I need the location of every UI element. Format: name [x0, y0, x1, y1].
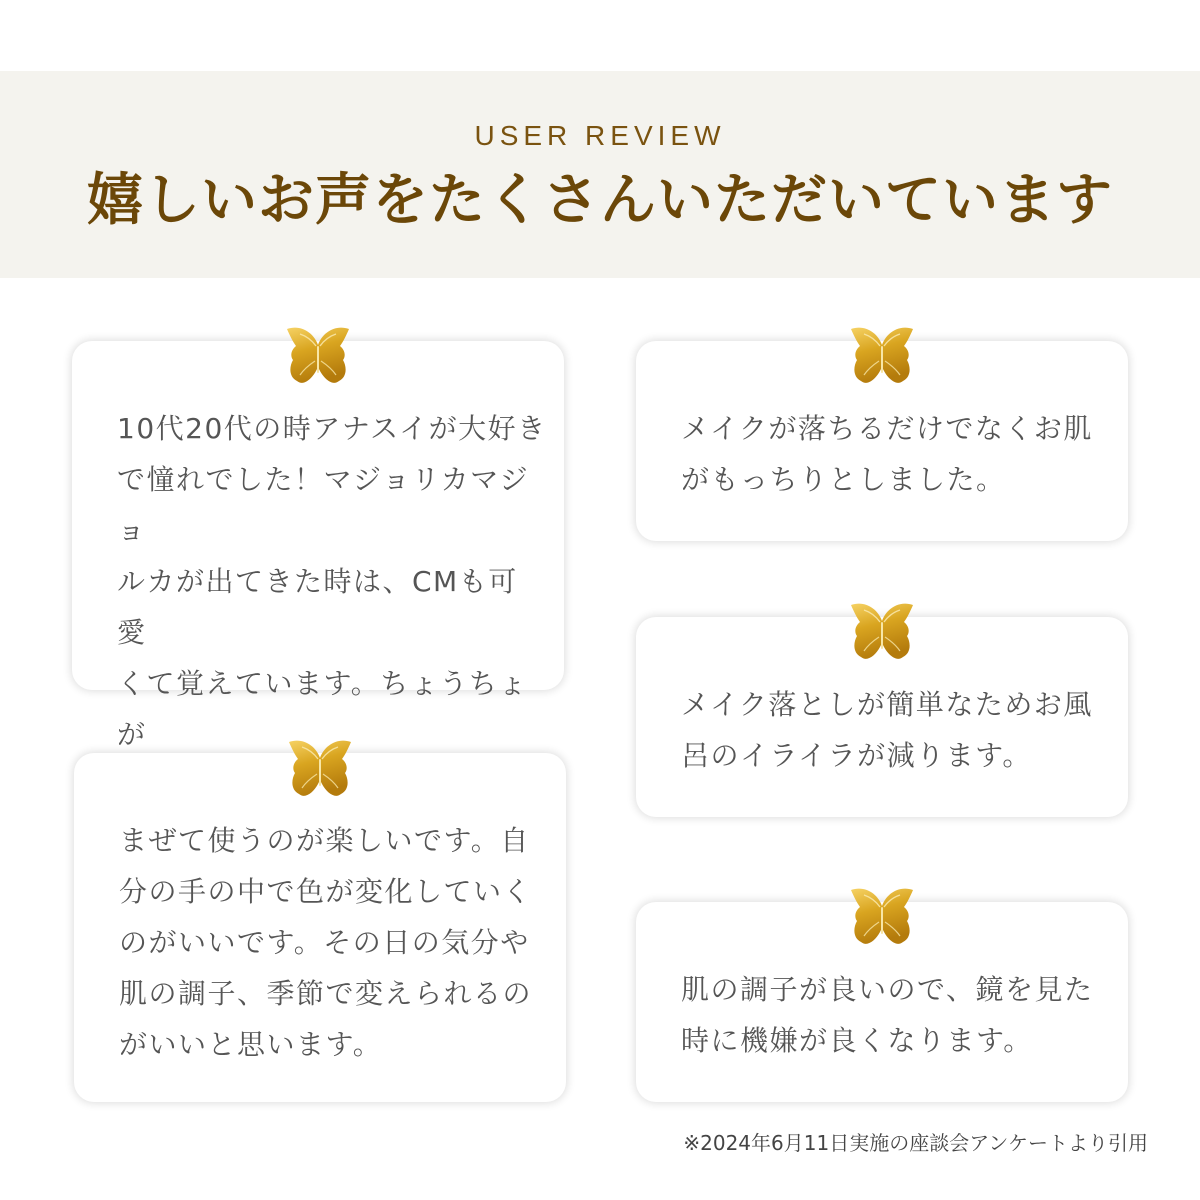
review-line: で憧れでした！マジョリカマジョ — [117, 463, 530, 547]
review-text — [681, 403, 1111, 505]
review-line: がもっちりとしました。 — [681, 463, 1006, 496]
butterfly-icon — [849, 325, 915, 387]
review-line: くて覚えています。ちょうちょが — [117, 667, 528, 751]
review-line: 時に機嫌が良くなります。 — [681, 1024, 1033, 1057]
butterfly-icon — [849, 886, 915, 948]
section-eyebrow: USER REVIEW — [474, 120, 726, 151]
survey-footnote: ※2024年6月11日実施の座談会アンケートより引用 — [683, 1131, 1148, 1155]
review-line: 分の手の中で色が変化していく — [119, 875, 533, 908]
review-line: 呂のイライラが減ります。 — [681, 739, 1032, 772]
review-line: 肌の調子が良いので、鏡を見た — [681, 973, 1094, 1006]
review-text — [681, 679, 1111, 781]
butterfly-icon — [285, 325, 351, 387]
butterfly-icon — [287, 738, 353, 800]
review-line: 肌の調子、季節で変えられるの — [119, 977, 533, 1010]
review-line: メイク落としが簡単なためお風 — [681, 688, 1093, 721]
review-line: まぜて使うのが楽しいです。自 — [119, 824, 530, 857]
review-text — [681, 964, 1111, 1066]
page-title: 嬉しいお声をたくさんいただいています — [87, 168, 1113, 233]
review-line: メイクが落ちるだけでなくお肌 — [681, 412, 1093, 445]
review-text — [119, 815, 549, 1070]
review-line: がいいと思います。 — [119, 1028, 383, 1061]
butterfly-icon — [849, 601, 915, 663]
review-line: ルカが出てきた時は、CMも可愛 — [117, 565, 518, 649]
review-line: 10代20代の時アナスイが大好き — [117, 412, 547, 445]
review-line: のがいいです。その日の気分や — [119, 926, 530, 959]
